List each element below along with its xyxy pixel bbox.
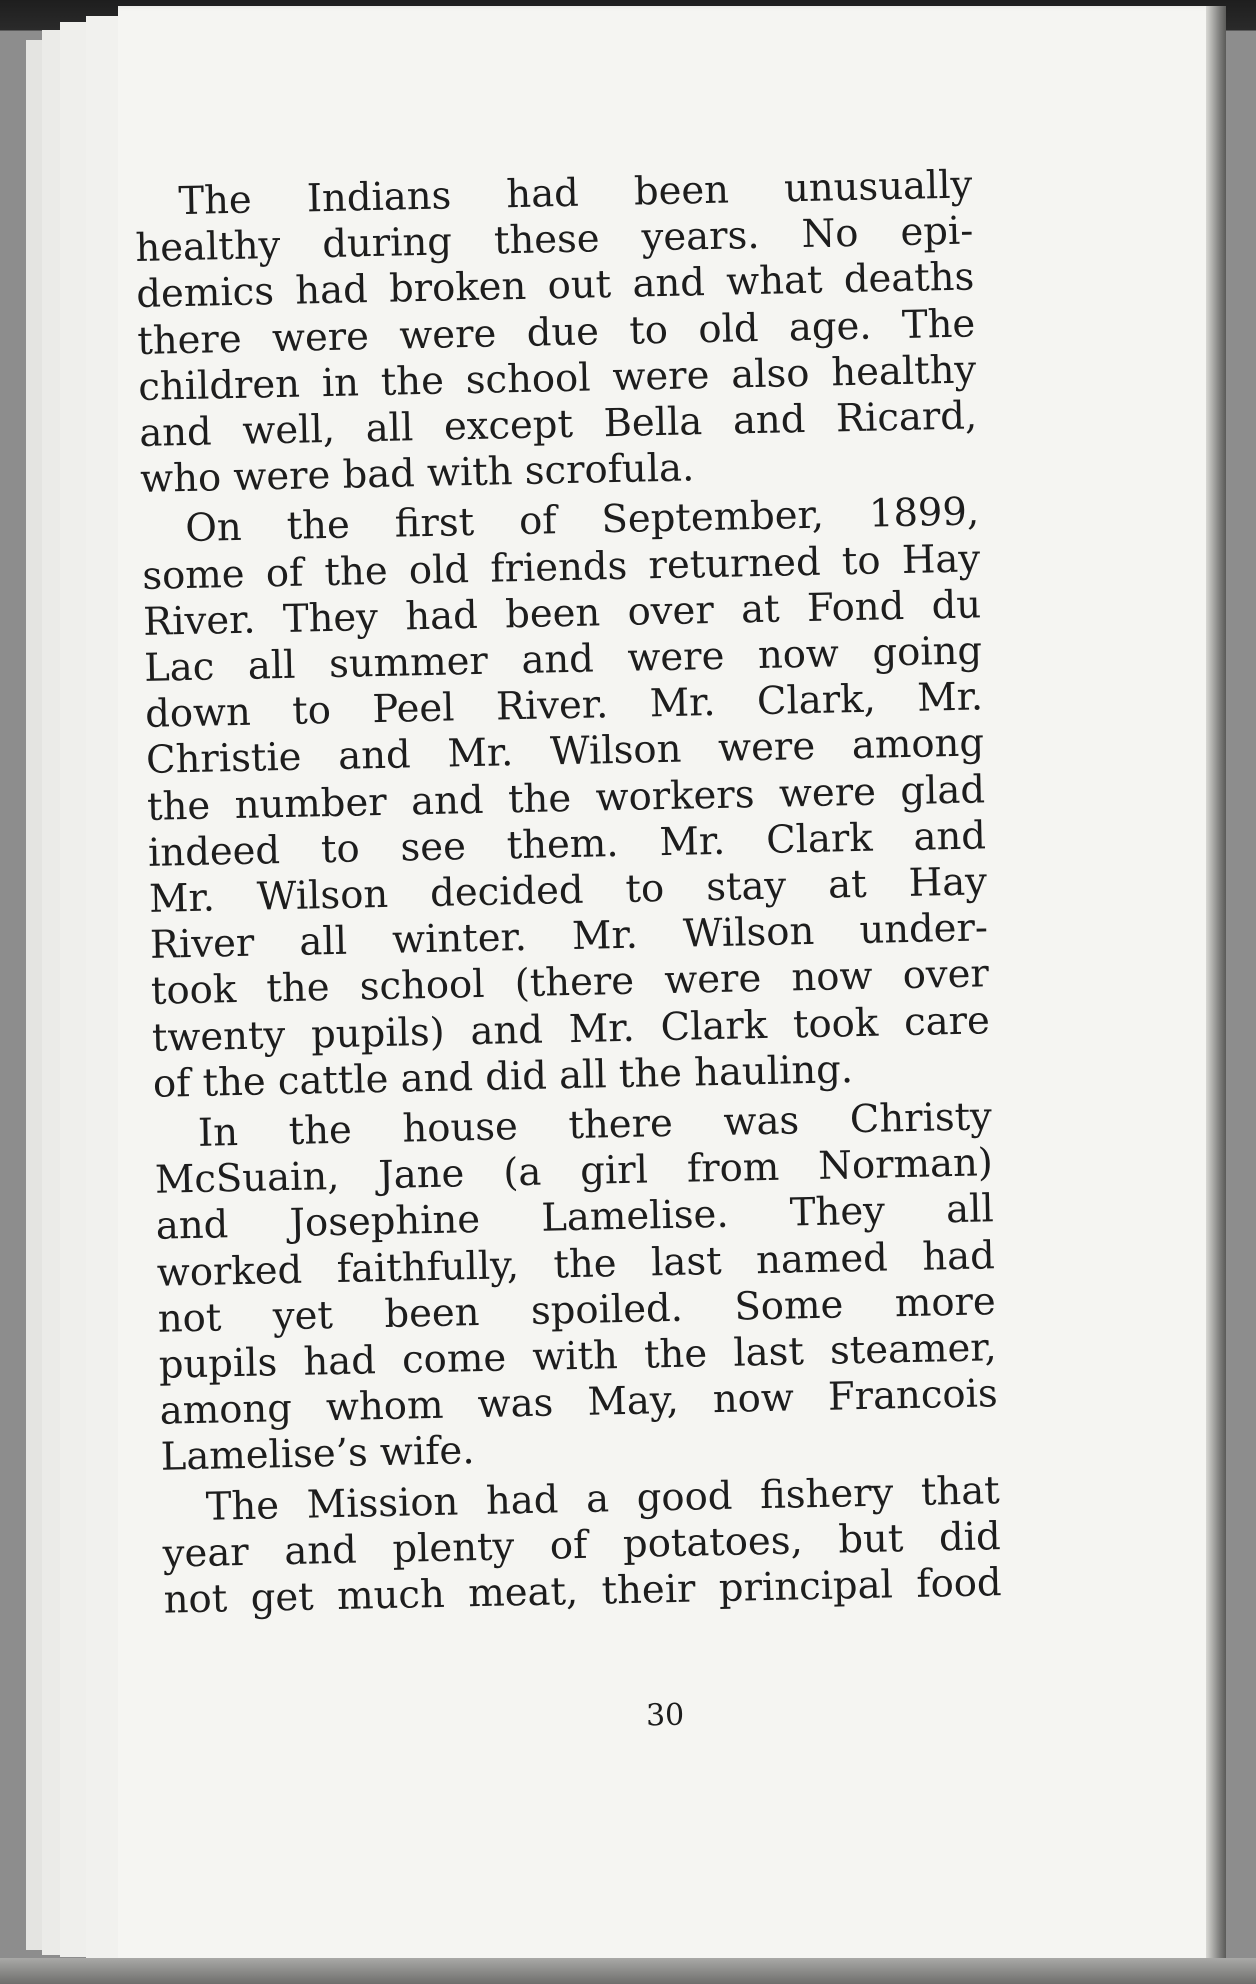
text-line: children in the school were also healthy — [137, 347, 977, 410]
paragraph — [134, 162, 979, 503]
book-binding — [1206, 6, 1226, 1964]
text-line: indeed to see them. Mr. Clark and — [147, 813, 987, 876]
text-line: Christie and Mr. Wilson were among — [145, 720, 985, 784]
text-line: McSuain, Jane (a girl from Norman) — [154, 1140, 994, 1204]
text-line: River. They had been over at Fond du — [142, 582, 982, 645]
text-line: some of the old friends returned to Hay — [141, 535, 981, 599]
text-line: among whom was May, now Francois — [159, 1371, 999, 1435]
text-line: healthy during these years. No epi- — [134, 208, 974, 272]
text-line: On the first of September, 1899, — [184, 489, 980, 552]
text-line: The Indians had been unusually — [177, 162, 973, 225]
text-line: year and plenty of potatoes, but did — [162, 1514, 1002, 1577]
text-line: River all winter. Mr. Wilson under- — [149, 905, 989, 969]
text-line: twenty pupils) and Mr. Clark took care — [151, 997, 991, 1061]
text-line: demics had broken out and what deaths — [135, 254, 975, 318]
text-line: down to Peel River. Mr. Clark, Mr. — [144, 674, 984, 738]
text-line: who were bad with scrofula. — [139, 445, 695, 503]
text-line: and well, all except Bella and Ricard, — [138, 393, 978, 456]
paragraph — [141, 490, 991, 1108]
text-line: of the cattle and did all the hauling. — [152, 1047, 854, 1107]
body-text — [134, 162, 1002, 1628]
text-line: Lac all summer and were now going — [143, 628, 983, 691]
text-line: not yet been spoiled. Some more — [157, 1279, 997, 1342]
scan-bottom-edge — [0, 1958, 1256, 1984]
paragraph — [154, 1094, 1000, 1481]
text-line: Lamelise’s wife. — [160, 1428, 475, 1481]
text-line: and Josephine Lamelise. They all — [155, 1186, 995, 1250]
paragraph — [161, 1468, 1002, 1624]
text-line: took the school (there were now over — [150, 951, 990, 1015]
text-line: the number and the workers were glad — [146, 766, 986, 830]
text-line: In the house there was Christy — [197, 1094, 993, 1156]
text-line: worked faithfully, the last named had — [156, 1232, 996, 1296]
text-line: Mr. Wilson decided to stay at Hay — [148, 859, 988, 922]
page-number: 30 — [645, 1697, 685, 1734]
text-line: not get much meat, their principal food — [163, 1560, 1003, 1623]
text-line: pupils had come with the last steamer, — [158, 1325, 998, 1388]
text-line: there were were due to old age. The — [136, 301, 976, 364]
text-line: The Mission had a good fishery that — [205, 1467, 1001, 1530]
